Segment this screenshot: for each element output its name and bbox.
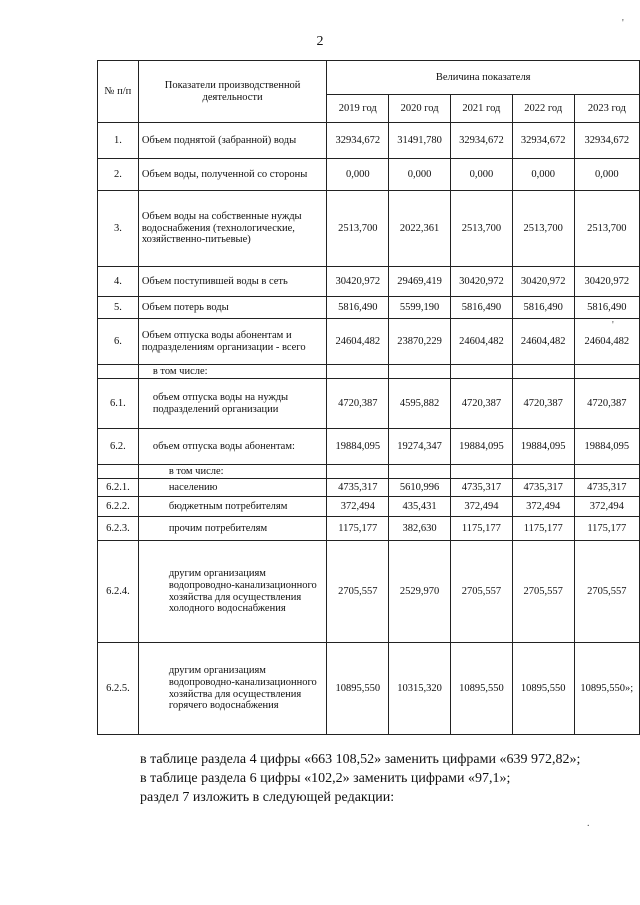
row-value: 372,494 [327,497,389,517]
row-number: 6.2.3. [98,517,139,541]
row-value [327,365,389,379]
row-value: 24604,482 [512,319,574,365]
row-number: 3. [98,191,139,267]
row-value [451,465,513,479]
row-value: 4735,317 [512,479,574,497]
row-value: 32934,672 [327,123,389,159]
table-row [98,319,640,365]
table-row [98,191,640,267]
amendment-paragraph [140,750,580,807]
row-number: 1. [98,123,139,159]
margin-mark: . [587,818,590,829]
row-value: 4720,387 [574,379,639,429]
row-number: 6.2. [98,429,139,465]
row-value: 10895,550»; [574,643,639,735]
row-value [327,465,389,479]
row-value: 0,000 [574,159,639,191]
table-row [98,123,640,159]
header-value-group: Величина показателя [327,61,640,95]
margin-mark: ' [622,18,624,29]
table-row [98,517,640,541]
row-value: 2705,557 [574,541,639,643]
row-indicator: объем отпуска воды на нужды подразделений организации [138,379,327,429]
table-row [98,541,640,643]
row-value: 30420,972 [574,267,639,297]
amendment-line: в таблице раздела 6 цифры «102,2» заменить цифрами «97,1»; [140,771,511,786]
row-number: 4. [98,267,139,297]
amendment-line: раздел 7 изложить в следующей редакции: [140,790,395,805]
row-indicator: Объем воды на собственные нужды водоснабжения (технологические, хозяйственно-питьевые) [138,191,327,267]
row-value: 0,000 [327,159,389,191]
row-value: 10315,320 [389,643,451,735]
row-value: 4720,387 [327,379,389,429]
table-row [98,297,640,319]
row-value [574,465,639,479]
production-indicators-table [97,60,640,735]
row-indicator: в том числе: [138,365,327,379]
row-value: 5599,190 [389,297,451,319]
row-value: 32934,672 [574,123,639,159]
header-year: 2023 год [574,95,639,123]
row-value: 4595,882 [389,379,451,429]
row-value: 31491,780 [389,123,451,159]
row-value: 19274,347 [389,429,451,465]
row-value: 30420,972 [327,267,389,297]
table-row [98,479,640,497]
row-value: 2513,700 [574,191,639,267]
row-value: 19884,095 [512,429,574,465]
row-value: 1175,177 [512,517,574,541]
row-indicator: Объем воды, полученной со стороны [138,159,327,191]
row-value: 23870,229 [389,319,451,365]
row-value: 2513,700 [512,191,574,267]
row-value: 2022,361 [389,191,451,267]
row-value: 19884,095 [327,429,389,465]
row-value: 372,494 [512,497,574,517]
row-indicator: населению [138,479,327,497]
row-indicator: бюджетным потребителям [138,497,327,517]
row-value: 2513,700 [451,191,513,267]
row-value: 30420,972 [451,267,513,297]
page-number: 2 [316,34,324,49]
row-value: 29469,419 [389,267,451,297]
row-value [574,365,639,379]
row-value: 4720,387 [512,379,574,429]
row-value: 0,000 [389,159,451,191]
row-number: 2. [98,159,139,191]
row-value: 19884,095 [574,429,639,465]
table-row [98,465,640,479]
margin-mark: ' [612,320,614,331]
row-indicator: Объем поступившей воды в сеть [138,267,327,297]
row-indicator: другим организациям водопроводно-канализационного хозяйства для осуществления горячего водоснабжения [138,643,327,735]
row-number: 6. [98,319,139,365]
row-value: 32934,672 [512,123,574,159]
row-indicator: Объем отпуска воды абонентам и подразделениям организации - всего [138,319,327,365]
row-number: 6.2.4. [98,541,139,643]
table-row [98,643,640,735]
row-indicator: в том числе: [138,465,327,479]
row-number: 6.1. [98,379,139,429]
amendment-line: в таблице раздела 4 цифры «663 108,52» заменить цифрами «639 972,82»; [140,752,581,767]
row-value: 2705,557 [512,541,574,643]
row-value [389,465,451,479]
row-value: 24604,482 [574,319,639,365]
row-value: 0,000 [451,159,513,191]
row-value: 5816,490 [451,297,513,319]
row-value: 1175,177 [574,517,639,541]
row-value: 5816,490 [512,297,574,319]
row-value: 19884,095 [451,429,513,465]
row-value: 435,431 [389,497,451,517]
row-value: 10895,550 [512,643,574,735]
table-row [98,497,640,517]
row-value: 5816,490 [327,297,389,319]
header-year: 2019 год [327,95,389,123]
table-row [98,159,640,191]
row-value: 372,494 [574,497,639,517]
row-value: 4720,387 [451,379,513,429]
header-year: 2020 год [389,95,451,123]
header-year: 2021 год [451,95,513,123]
table-row [98,267,640,297]
row-number [98,365,139,379]
row-value [451,365,513,379]
row-value [512,365,574,379]
row-value: 1175,177 [327,517,389,541]
header-number: № п/п [98,61,139,123]
row-value: 382,630 [389,517,451,541]
row-value: 2705,557 [451,541,513,643]
row-value: 5816,490 [574,297,639,319]
row-number [98,465,139,479]
row-indicator: Объем потерь воды [138,297,327,319]
row-indicator: объем отпуска воды абонентам: [138,429,327,465]
row-value: 24604,482 [327,319,389,365]
row-number: 6.2.5. [98,643,139,735]
row-value [512,465,574,479]
table-row [98,379,640,429]
row-number: 5. [98,297,139,319]
table-row [98,429,640,465]
row-value: 4735,317 [451,479,513,497]
row-value: 4735,317 [327,479,389,497]
table-row [98,365,640,379]
row-value: 372,494 [451,497,513,517]
row-value: 4735,317 [574,479,639,497]
row-value: 1175,177 [451,517,513,541]
row-value: 32934,672 [451,123,513,159]
row-value: 2705,557 [327,541,389,643]
row-value [389,365,451,379]
row-indicator: прочим потребителям [138,517,327,541]
row-value: 24604,482 [451,319,513,365]
row-number: 6.2.1. [98,479,139,497]
row-value: 2529,970 [389,541,451,643]
row-value: 10895,550 [451,643,513,735]
row-value: 5610,996 [389,479,451,497]
row-indicator: другим организациям водопроводно-канализационного хозяйства для осуществления холодного водоснабжения [138,541,327,643]
header-year: 2022 год [512,95,574,123]
row-indicator: Объем поднятой (забранной) воды [138,123,327,159]
row-value: 30420,972 [512,267,574,297]
row-number: 6.2.2. [98,497,139,517]
row-value: 10895,550 [327,643,389,735]
row-value: 0,000 [512,159,574,191]
row-value: 2513,700 [327,191,389,267]
header-indicator: Показатели производственной деятельности [138,61,327,123]
